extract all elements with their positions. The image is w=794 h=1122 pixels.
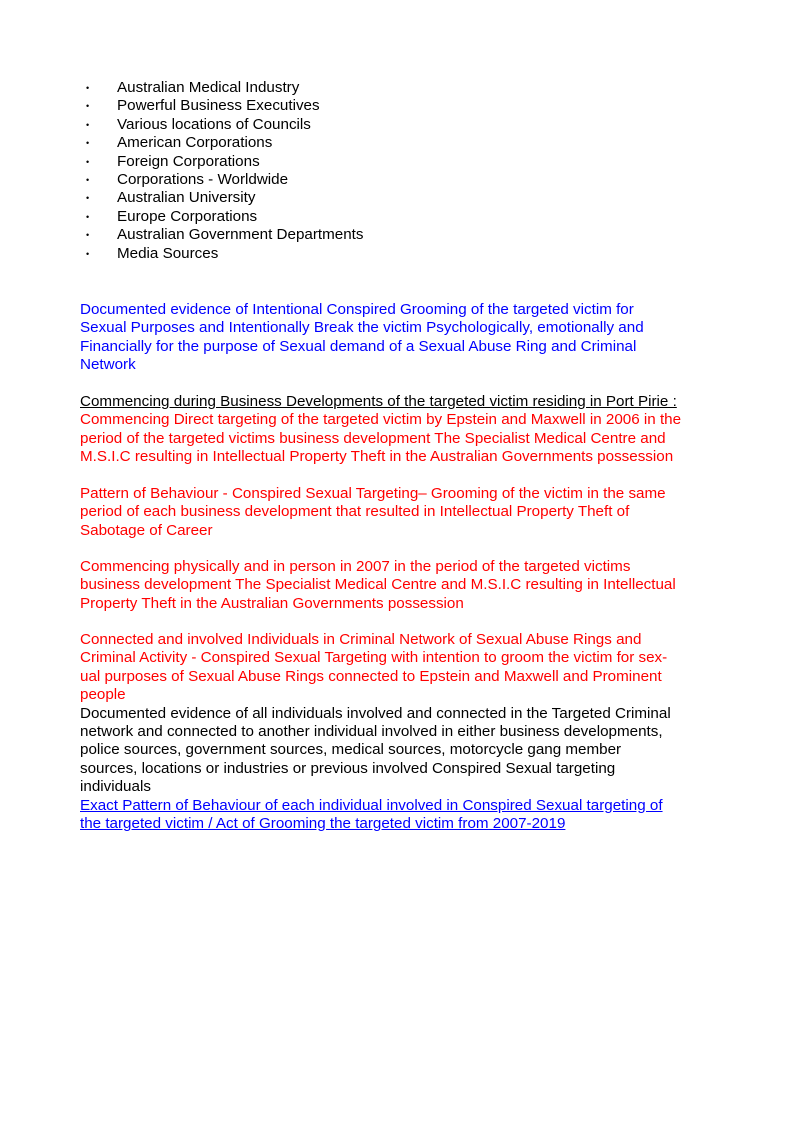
paragraph-line: Financially for the purpose of Sexual demand of a Sexual Abuse Ring and Criminal	[80, 337, 637, 355]
paragraph-line: Network	[80, 356, 136, 374]
list-item-text: Australian Government Departments	[117, 226, 364, 244]
bullet-icon: •	[86, 83, 90, 93]
paragraph-line: people	[80, 686, 126, 704]
paragraph-line: Commencing Direct targeting of the targeted victim by Epstein and Maxwell in 2006 in the	[80, 411, 682, 429]
bullet-icon: •	[86, 193, 90, 204]
paragraph-line: Sexual Purposes and Intentionally Break the victim Psychologically, emotionally and	[80, 319, 644, 337]
list-item-text: Various locations of Councils	[117, 115, 311, 133]
exact-pattern-link[interactable]: Exact Pattern of Behaviour of each individual involved in Conspired Sexual targeting of	[80, 796, 663, 814]
paragraph-line: police sources, government sources, medical sources, motorcycle gang member	[80, 741, 622, 759]
paragraph-line: M.S.I.C resulting in Intellectual Property Theft in the Australian Governments possession	[80, 448, 674, 466]
paragraph-line: business development The Specialist Medical Centre and M.S.I.C resulting in Intellectual	[80, 576, 676, 594]
exact-pattern-link[interactable]: the targeted victim / Act of Grooming the targeted victim from 2007-2019	[80, 814, 566, 832]
list-item-text: Media Sources	[117, 244, 219, 262]
paragraph-line: period of each business development that resulted in Intellectual Property Theft of	[80, 503, 630, 521]
section-heading: Commencing during Business Developments of the targeted victim residing in Port Pirie :	[80, 393, 677, 410]
paragraph-line: Commencing physically and in person in 2007 in the period of the targeted victims	[80, 558, 631, 575]
list-item-text: Corporations - Worldwide	[117, 170, 289, 188]
paragraph-line: individuals	[80, 778, 151, 796]
list-item-text: Australian University	[117, 189, 256, 207]
bullet-icon: •	[86, 230, 90, 241]
paragraph-line: ual purposes of Sexual Abuse Rings connected to Epstein and Maxwell and Prominent	[80, 667, 662, 685]
bullet-icon: •	[86, 211, 90, 222]
bullet-icon: •	[86, 156, 90, 167]
list-item-text: Europe Corporations	[117, 207, 258, 225]
bullet-icon: •	[86, 248, 90, 259]
connected-individuals-section	[80, 631, 720, 833]
paragraph-line: Pattern of Behaviour - Conspired Sexual Targeting– Grooming of the victim in the same	[80, 485, 666, 502]
paragraph-line: Sabotage of Career	[80, 521, 213, 539]
bullet-icon: •	[86, 138, 90, 149]
paragraph-line: period of the targeted victims business development The Specialist Medical Centre and	[80, 429, 666, 447]
bullet-icon: •	[86, 119, 90, 130]
list-item-text: American Corporations	[117, 134, 273, 152]
paragraph-line: Documented evidence of all individuals involved and connected in the Targeted Criminal	[80, 704, 671, 722]
pattern-of-behaviour-paragraph	[80, 485, 720, 540]
paragraph-line: Connected and involved Individuals in Criminal Network of Sexual Abuse Rings and	[80, 631, 642, 648]
physical-commencing-paragraph	[80, 558, 720, 613]
paragraph-line: network and connected to another individual involved in either business developments,	[80, 722, 663, 740]
list-item-text: Australian Medical Industry	[117, 79, 300, 96]
paragraph-line: Property Theft in the Australian Governments possession	[80, 594, 464, 612]
list-item-text: Foreign Corporations	[117, 152, 260, 170]
bullet-icon: •	[86, 101, 90, 112]
paragraph-line: sources, locations or industries or previous involved Conspired Sexual targeting	[80, 759, 616, 777]
paragraph-line: Criminal Activity - Conspired Sexual Targeting with intention to groom the victim for sex-	[80, 649, 668, 667]
list-item-text: Powerful Business Executives	[117, 97, 320, 115]
paragraph-line: Documented evidence of Intentional Conspired Grooming of the targeted victim for	[80, 301, 634, 318]
bullet-icon: •	[86, 174, 90, 185]
business-developments-section	[80, 393, 720, 467]
documented-evidence-intro	[80, 301, 720, 375]
